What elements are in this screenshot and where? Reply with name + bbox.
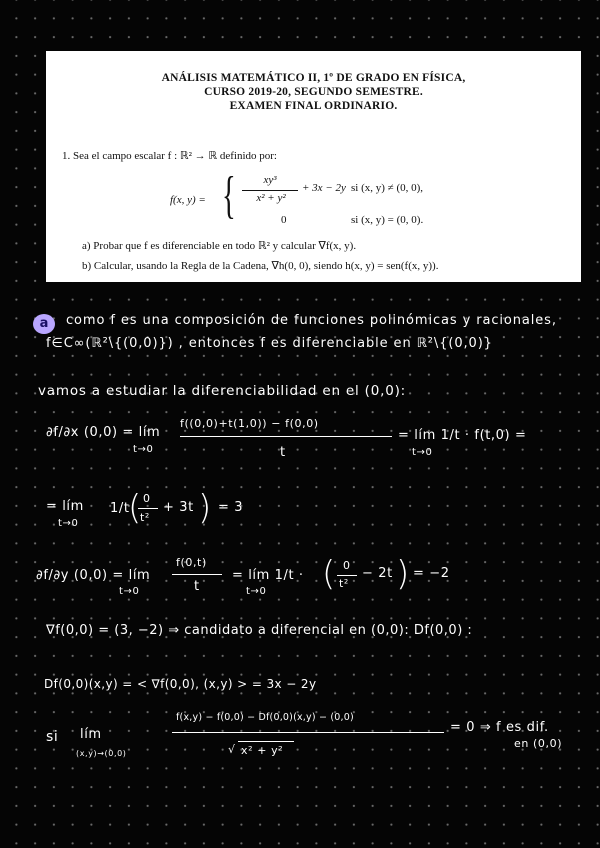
line5-close-paren: ) <box>198 488 212 528</box>
si-word: si <box>46 729 59 745</box>
line5-inner-num: 0 <box>143 492 151 505</box>
si-denominator: x² + y² <box>241 744 284 757</box>
dfy-denominator: t <box>194 579 200 594</box>
dfy-inner-den: t² <box>339 577 349 590</box>
dfx-numerator: f((0,0)+t(1,0)) − f(0,0) <box>180 417 319 430</box>
exam-header-line-3: EXAMEN FINAL ORDINARIO. <box>229 100 398 112</box>
case1-tail: + 3x − 2y <box>302 182 346 194</box>
line5-factor: 1/t <box>110 501 130 516</box>
dfx-denominator: t <box>280 445 286 460</box>
dfy-inner-tail: − 2t <box>362 566 393 581</box>
dfy-numerator: f(0,t) <box>176 556 207 569</box>
cases-brace: { <box>222 167 236 224</box>
si-result: = 0 ⇒ f es dif. <box>450 720 549 735</box>
note-line-3: vamos a estudiar la diferenciabilidad en el (0,0): <box>38 383 407 399</box>
part-a: a) Probar que f es diferenciable en todo ℝ² y calcular ∇f(x, y). <box>82 240 357 252</box>
case2-condition: si (x, y) = (0, 0). <box>351 214 424 226</box>
dfy-mid: = lím 1/t · <box>232 568 304 583</box>
si-numerator: f(x,y) − f(0,0) − Df(0,0)(x,y) − (0,0) <box>176 712 354 723</box>
case1-denominator: x² + y² <box>256 192 286 204</box>
dfx-label: ∂f/∂x (0,0) = lím <box>46 425 161 440</box>
sqrt-sign: √ <box>228 743 236 756</box>
line5-inner-den: t² <box>140 511 150 524</box>
part-a-badge: a <box>33 314 55 334</box>
dfx-limit-sub: t→0 <box>133 444 154 455</box>
case2-value: 0 <box>281 214 287 226</box>
differential-line: Df(0,0)(x,y) = < ∇f(0,0), (x,y) > = 3x − 2y <box>44 677 317 691</box>
part-b: b) Calcular, usando la Regla de la Cadena, ∇h(0, 0), siendo h(x, y) = sen(f(x, y)). <box>82 260 439 272</box>
problem-intro: 1. Sea el campo escalar f : ℝ² → ℝ definido por: <box>62 150 277 162</box>
dfy-inner-num: 0 <box>343 559 351 572</box>
dfy-label: ∂f/∂y (0,0) = lím <box>36 568 151 583</box>
dfy-open-paren: ( <box>322 554 336 594</box>
line5-inner-bar <box>138 508 158 509</box>
case1-fraction-bar <box>242 190 298 191</box>
si-limit: lím <box>80 727 102 742</box>
line5-open-paren: ( <box>128 488 142 528</box>
dfx-rhs: = lím 1/t · f(t,0) = <box>398 428 527 443</box>
note-line-1: como f es una composición de funciones polinómicas y racionales, <box>66 313 557 328</box>
dfy-close-paren: ) <box>396 554 410 594</box>
si-result-2: en (0,0) <box>514 737 563 750</box>
si-fraction-bar <box>172 732 444 733</box>
exam-header-line-1: ANÁLISIS MATEMÁTICO II, 1º DE GRADO EN FÍSICA, <box>161 72 466 84</box>
line5-sub: t→0 <box>58 518 79 529</box>
function-label: f(x, y) = <box>170 194 206 206</box>
si-limit-sub: (x,y)→(0,0) <box>76 749 127 758</box>
line5-inner-tail: + 3t <box>163 500 194 515</box>
dfy-inner-bar <box>337 575 357 576</box>
gradient-line: ∇f(0,0) = (3, −2) ⇒ candidato a diferencial en (0,0): Df(0,0) : <box>46 623 473 638</box>
case1-condition: si (x, y) ≠ (0, 0), <box>351 182 424 194</box>
sqrt-bar <box>238 741 294 742</box>
exam-statement <box>46 51 581 282</box>
line5-result: = 3 <box>218 500 244 515</box>
dfx-rhs-sub: t→0 <box>412 447 433 458</box>
dfy-result: = −2 <box>413 566 450 581</box>
dfy-mid-sub: t→0 <box>246 586 267 597</box>
case1-numerator: xy³ <box>263 174 277 186</box>
dfx-fraction-bar <box>180 436 392 437</box>
line5-lim: = lím <box>46 499 84 514</box>
dfy-fraction-bar <box>172 574 222 575</box>
exam-header-line-2: CURSO 2019-20, SEGUNDO SEMESTRE. <box>204 86 423 98</box>
dfy-limit-sub: t→0 <box>119 586 140 597</box>
note-line-2: f∈C∞(ℝ²\{(0,0)}) , entonces f es diferenciable en ℝ²\{(0,0)} <box>46 336 493 351</box>
